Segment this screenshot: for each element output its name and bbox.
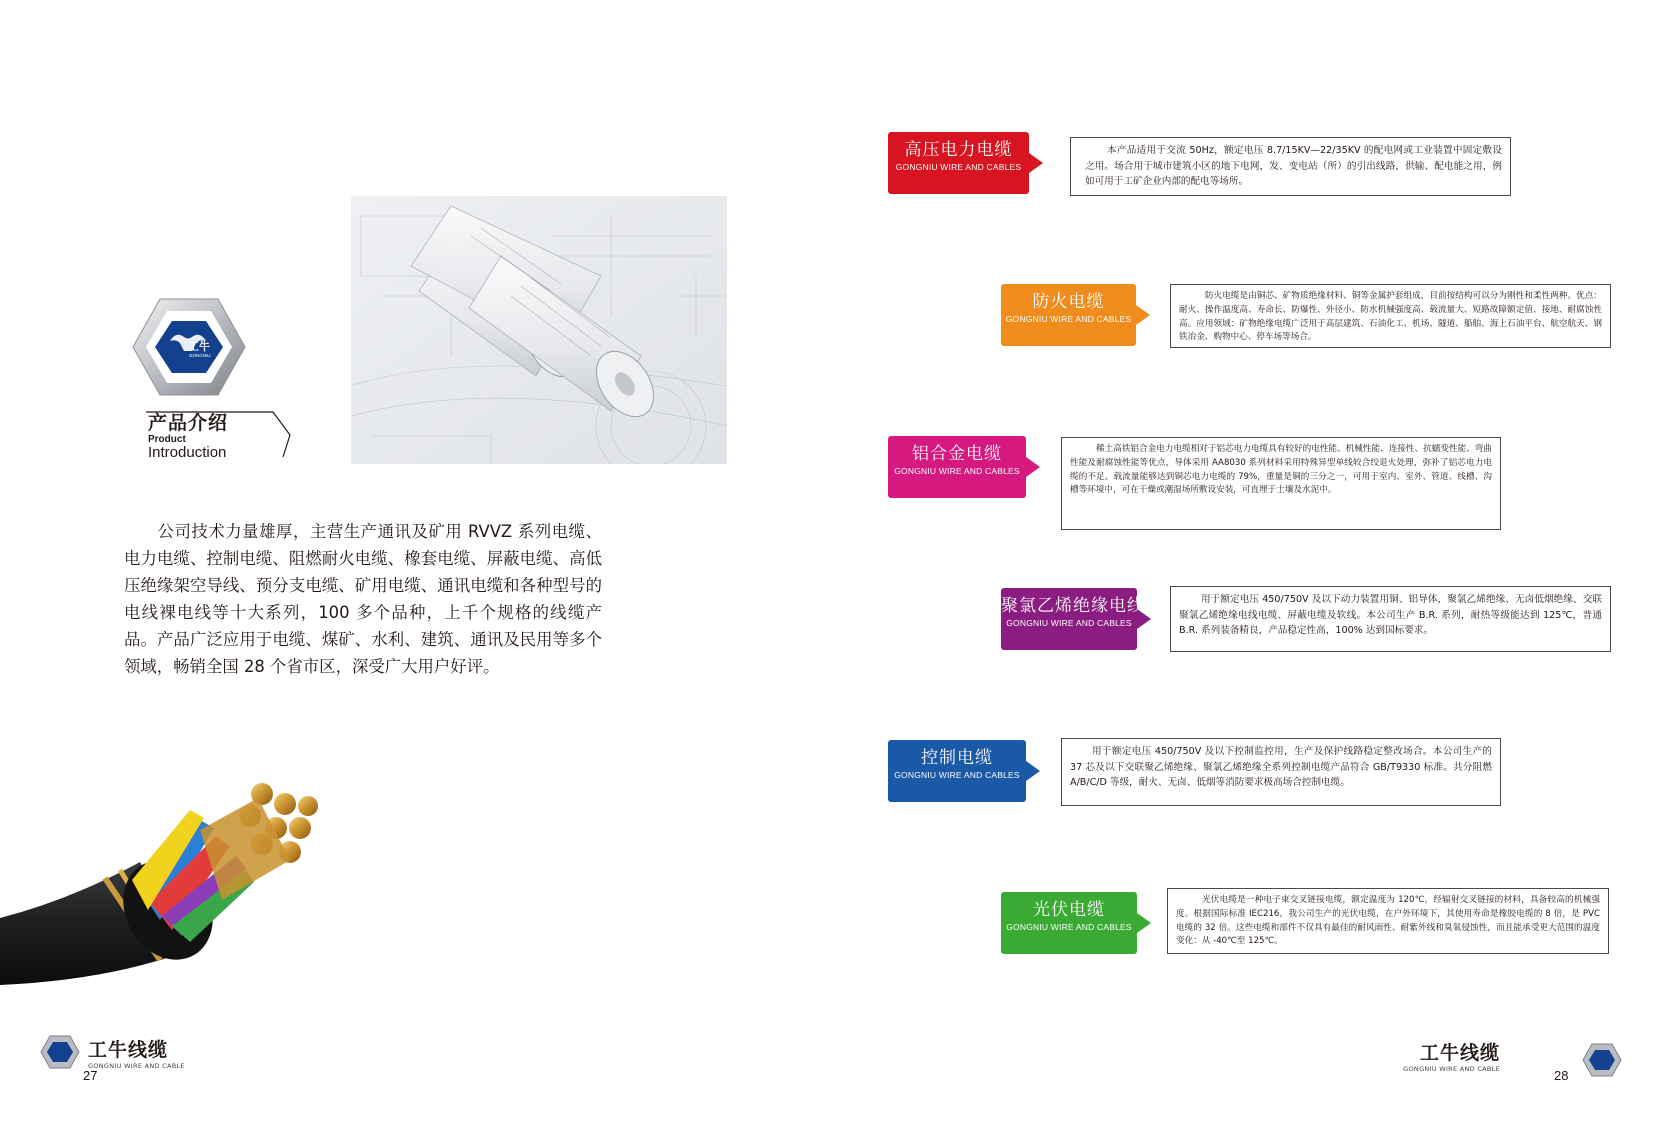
product-name-en: GONGNIU WIRE AND CABLES	[1005, 314, 1132, 324]
product-name-en: GONGNIU WIRE AND CABLES	[894, 770, 1020, 780]
logo-brand-mark: 工牛	[188, 340, 210, 353]
intro-paragraph	[124, 518, 602, 680]
page-number-right: 28	[1554, 1068, 1569, 1083]
blueprint-rolls-photo	[351, 196, 727, 464]
product-tag	[888, 740, 1026, 802]
product-description: 用于额定电压 450/750V 及以下控制监控用，生产及保护线路稳定整改场合。本公司生产的 37 芯及以下交联聚乙烯绝缘、聚氯乙烯绝缘全系列控制电缆产品符合 GB/T9330 标准。共分阻燃 A/B/C/D 等级，耐火、无卤、低烟等消防要求极高场合控制电缆。	[1061, 738, 1501, 806]
product-tag	[1001, 892, 1137, 954]
product-name: 高压电力电缆	[904, 140, 1013, 160]
product-name-en: GONGNIU WIRE AND CABLES	[894, 466, 1020, 476]
bull-hexagon-logo-icon	[40, 1035, 80, 1069]
intro-paragraph-text: 公司技术力量雄厚，主营生产通讯及矿用 RVVZ 系列电缆、电力电缆、控制电缆、阻燃耐火电缆、橡套电缆、屏蔽电缆、高低压绝缘架空导线、预分支电缆、矿用电缆、通讯电缆和各种型号的电线裸电线等十大系列，100 多个品种，上千个规格的线缆产品。产品广泛应用于电缆、煤矿、水利、建筑、通讯及民用等多个领域，畅销全国 28 个省市区，深受广大用户好评。	[124, 522, 602, 676]
section-title-en-line2: Introduction	[148, 444, 227, 461]
product-tag	[1001, 588, 1145, 650]
product-name: 控制电缆	[921, 748, 993, 768]
product-description: 本产品适用于交流 50Hz，额定电压 8.7/15KV—22/35KV 的配电网或工业装置中固定敷设之用。场合用于城市建筑小区的地下电网，发、变电站（所）的引出线路，供输、配电能之用，例如可用于工矿企业内部的配电等场所。	[1070, 137, 1511, 196]
footer-brand-cn-right: 工牛线缆	[1419, 1042, 1500, 1064]
product-description: 光伏电缆是一种电子束交叉链接电缆，额定温度为 120℃，经辐射交叉链接的材料，具备较高的机械强度。根据国际标准 IEC216，我公司生产的光伏电缆，在户外环境下，其使用寿命是橡胶电缆的 8 倍，是 PVC 电缆的 32 倍。这些电缆和部件不仅具有最佳的耐风雨性、耐紫外线和臭氧侵蚀性，而且能承受更大范围的温度变化：从 -40℃至 125℃。	[1167, 888, 1609, 954]
bull-hexagon-logo-icon	[1582, 1043, 1622, 1077]
product-name: 聚氯乙烯绝缘电线	[1001, 596, 1145, 616]
product-name: 防火电缆	[1032, 292, 1105, 312]
section-title-en-line1: Product	[148, 434, 186, 445]
product-description: 防火电缆是由铜芯、矿物质绝缘材料、铜等金属护套组成，目前按结构可以分为刚性和柔性两种。优点：耐火、操作温度高、寿命长、防爆性、外径小、防水机械强度高、载流量大、短路故障额定值、接地、耐腐蚀性高。应用领域：矿物绝缘电缆广泛用于高层建筑、石油化工、机场、隧道、船舶、海上石油平台、航空航天、钢铁冶金、购物中心、停车场等场合。	[1170, 284, 1611, 348]
product-tag	[888, 436, 1026, 498]
product-description: 稀土高铁铝合金电力电缆相对于铝芯电力电缆具有较好的电性能、机械性能、连接性、抗蠕变性能、弯曲性能及耐腐蚀性能等优点，导体采用 AA8030 系列材料采用特殊异型单线较合绞退火处理，弥补了铝芯电力电缆的不足。载流量能够达到铜芯电力电缆的 79%，重量是铜的三分之一，可用于室内、室外、管道、线槽、沟槽等环境中，可在干燥或潮湿场所敷设安装，可直埋于土壤及水泥中。	[1061, 437, 1501, 530]
brand-logo	[132, 297, 246, 397]
cable-illustration	[0, 770, 360, 1000]
product-name-en: GONGNIU WIRE AND CABLES	[895, 162, 1022, 172]
product-name-en: GONGNIU WIRE AND CABLES	[1006, 618, 1132, 628]
footer-brand-cn-left: 工牛线缆	[88, 1039, 169, 1061]
product-name: 光伏电缆	[1033, 900, 1105, 920]
section-heading	[146, 408, 301, 460]
footer-brand-en-left: GONGNIU WIRE AND CABLE	[88, 1062, 185, 1070]
product-tag	[1001, 284, 1136, 346]
product-tag	[888, 132, 1029, 194]
product-name-en: GONGNIU WIRE AND CABLES	[1006, 922, 1132, 932]
footer-brand-en-right: GONGNIU WIRE AND CABLE	[1403, 1065, 1500, 1073]
product-description: 用于额定电压 450/750V 及以下动力装置用铜、铝导体，聚氯乙烯绝缘、无卤低烟绝缘、交联聚氯乙烯绝缘电线电缆、屏蔽电缆及软线。本公司生产 B.R. 系列，耐热等级能达到 125℃，普通 B.R. 系列装备精良，产品稳定性高，100% 达到国标要求。	[1170, 586, 1611, 652]
logo-brand-sub: GONGNIU	[189, 353, 211, 358]
page-number-left: 27	[83, 1068, 98, 1083]
product-name: 铝合金电缆	[912, 444, 1002, 464]
section-title-cn: 产品介绍	[148, 412, 229, 434]
